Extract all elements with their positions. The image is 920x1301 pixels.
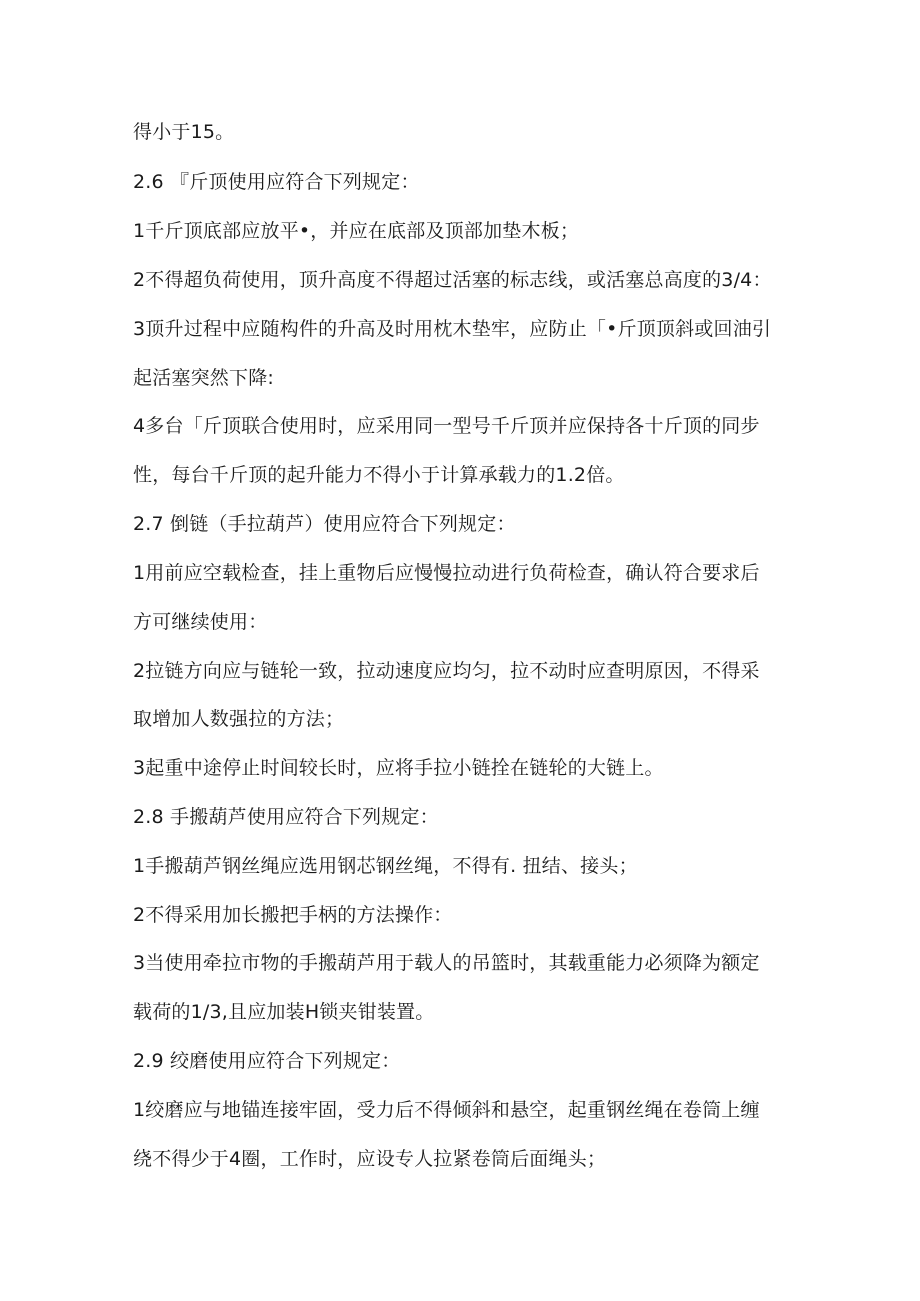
text-line: 1用前应空载检查，挂上重物后应慢慢拉动进行负荷检查，确认符合要求后 [133, 562, 760, 584]
text-line: 2不得超负荷使用，顶升高度不得超过活塞的标志线，或活塞总高度的3/4： [133, 269, 772, 291]
section-heading-2-8: 2.8 手搬葫芦使用应符合下列规定： [133, 806, 439, 828]
text-line: 3起重中途停止时间较长时，应将手拉小链拴在链轮的大链上。 [133, 757, 664, 779]
text-line: 3顶升过程中应随构件的升高及时用枕木垫牢，应防止「•斤顶顶斜或回油引 [133, 318, 772, 340]
text-line: 1手搬葫芦钢丝绳应选用钢芯钢丝绳，不得有. 扭结、接头； [133, 855, 638, 877]
text-line: 方可继续使用： [133, 611, 268, 633]
section-heading-2-7: 2.7 倒链（手拉葫芦）使用应符合下列规定： [133, 513, 516, 535]
text-line: 得小于15。 [133, 121, 235, 143]
text-line: 载荷的1/3,且应加装H锁夹钳装置。 [133, 1001, 435, 1023]
text-line: 3当使用牵拉市物的手搬葫芦用于载人的吊篮时，其载重能力必须降为额定 [133, 952, 760, 974]
section-heading-2-9: 2.9 绞磨使用应符合下列规定： [133, 1050, 401, 1072]
text-line: 1千斤顶底部应放平•，并应在底部及顶部加垫木板； [133, 220, 580, 242]
text-line: 起活塞突然下降: [133, 367, 275, 389]
text-line: 4多台「斤顶联合使用时，应采用同一型号千斤顶并应保持各十斤顶的同步 [133, 415, 760, 437]
text-line: 2不得采用加长搬把手柄的方法操作： [133, 904, 453, 926]
text-line: 性，每台千斤顶的起升能力不得小于计算承载力的1.2倍。 [133, 464, 625, 486]
text-line: 取增加人数强拉的方法； [133, 708, 345, 730]
text-line: 绕不得少于4圈，工作时，应设专人拉紧卷筒后面绳头； [133, 1148, 607, 1170]
text-line: 1绞磨应与地锚连接牢固，受力后不得倾斜和悬空，起重钢丝绳在卷筒上缠 [133, 1099, 760, 1121]
section-heading-2-6: 2.6 『斤顶使用应符合下列规定： [133, 171, 420, 193]
text-line: 2拉链方向应与链轮一致，拉动速度应均匀，拉不动时应查明原因，不得采 [133, 660, 760, 682]
